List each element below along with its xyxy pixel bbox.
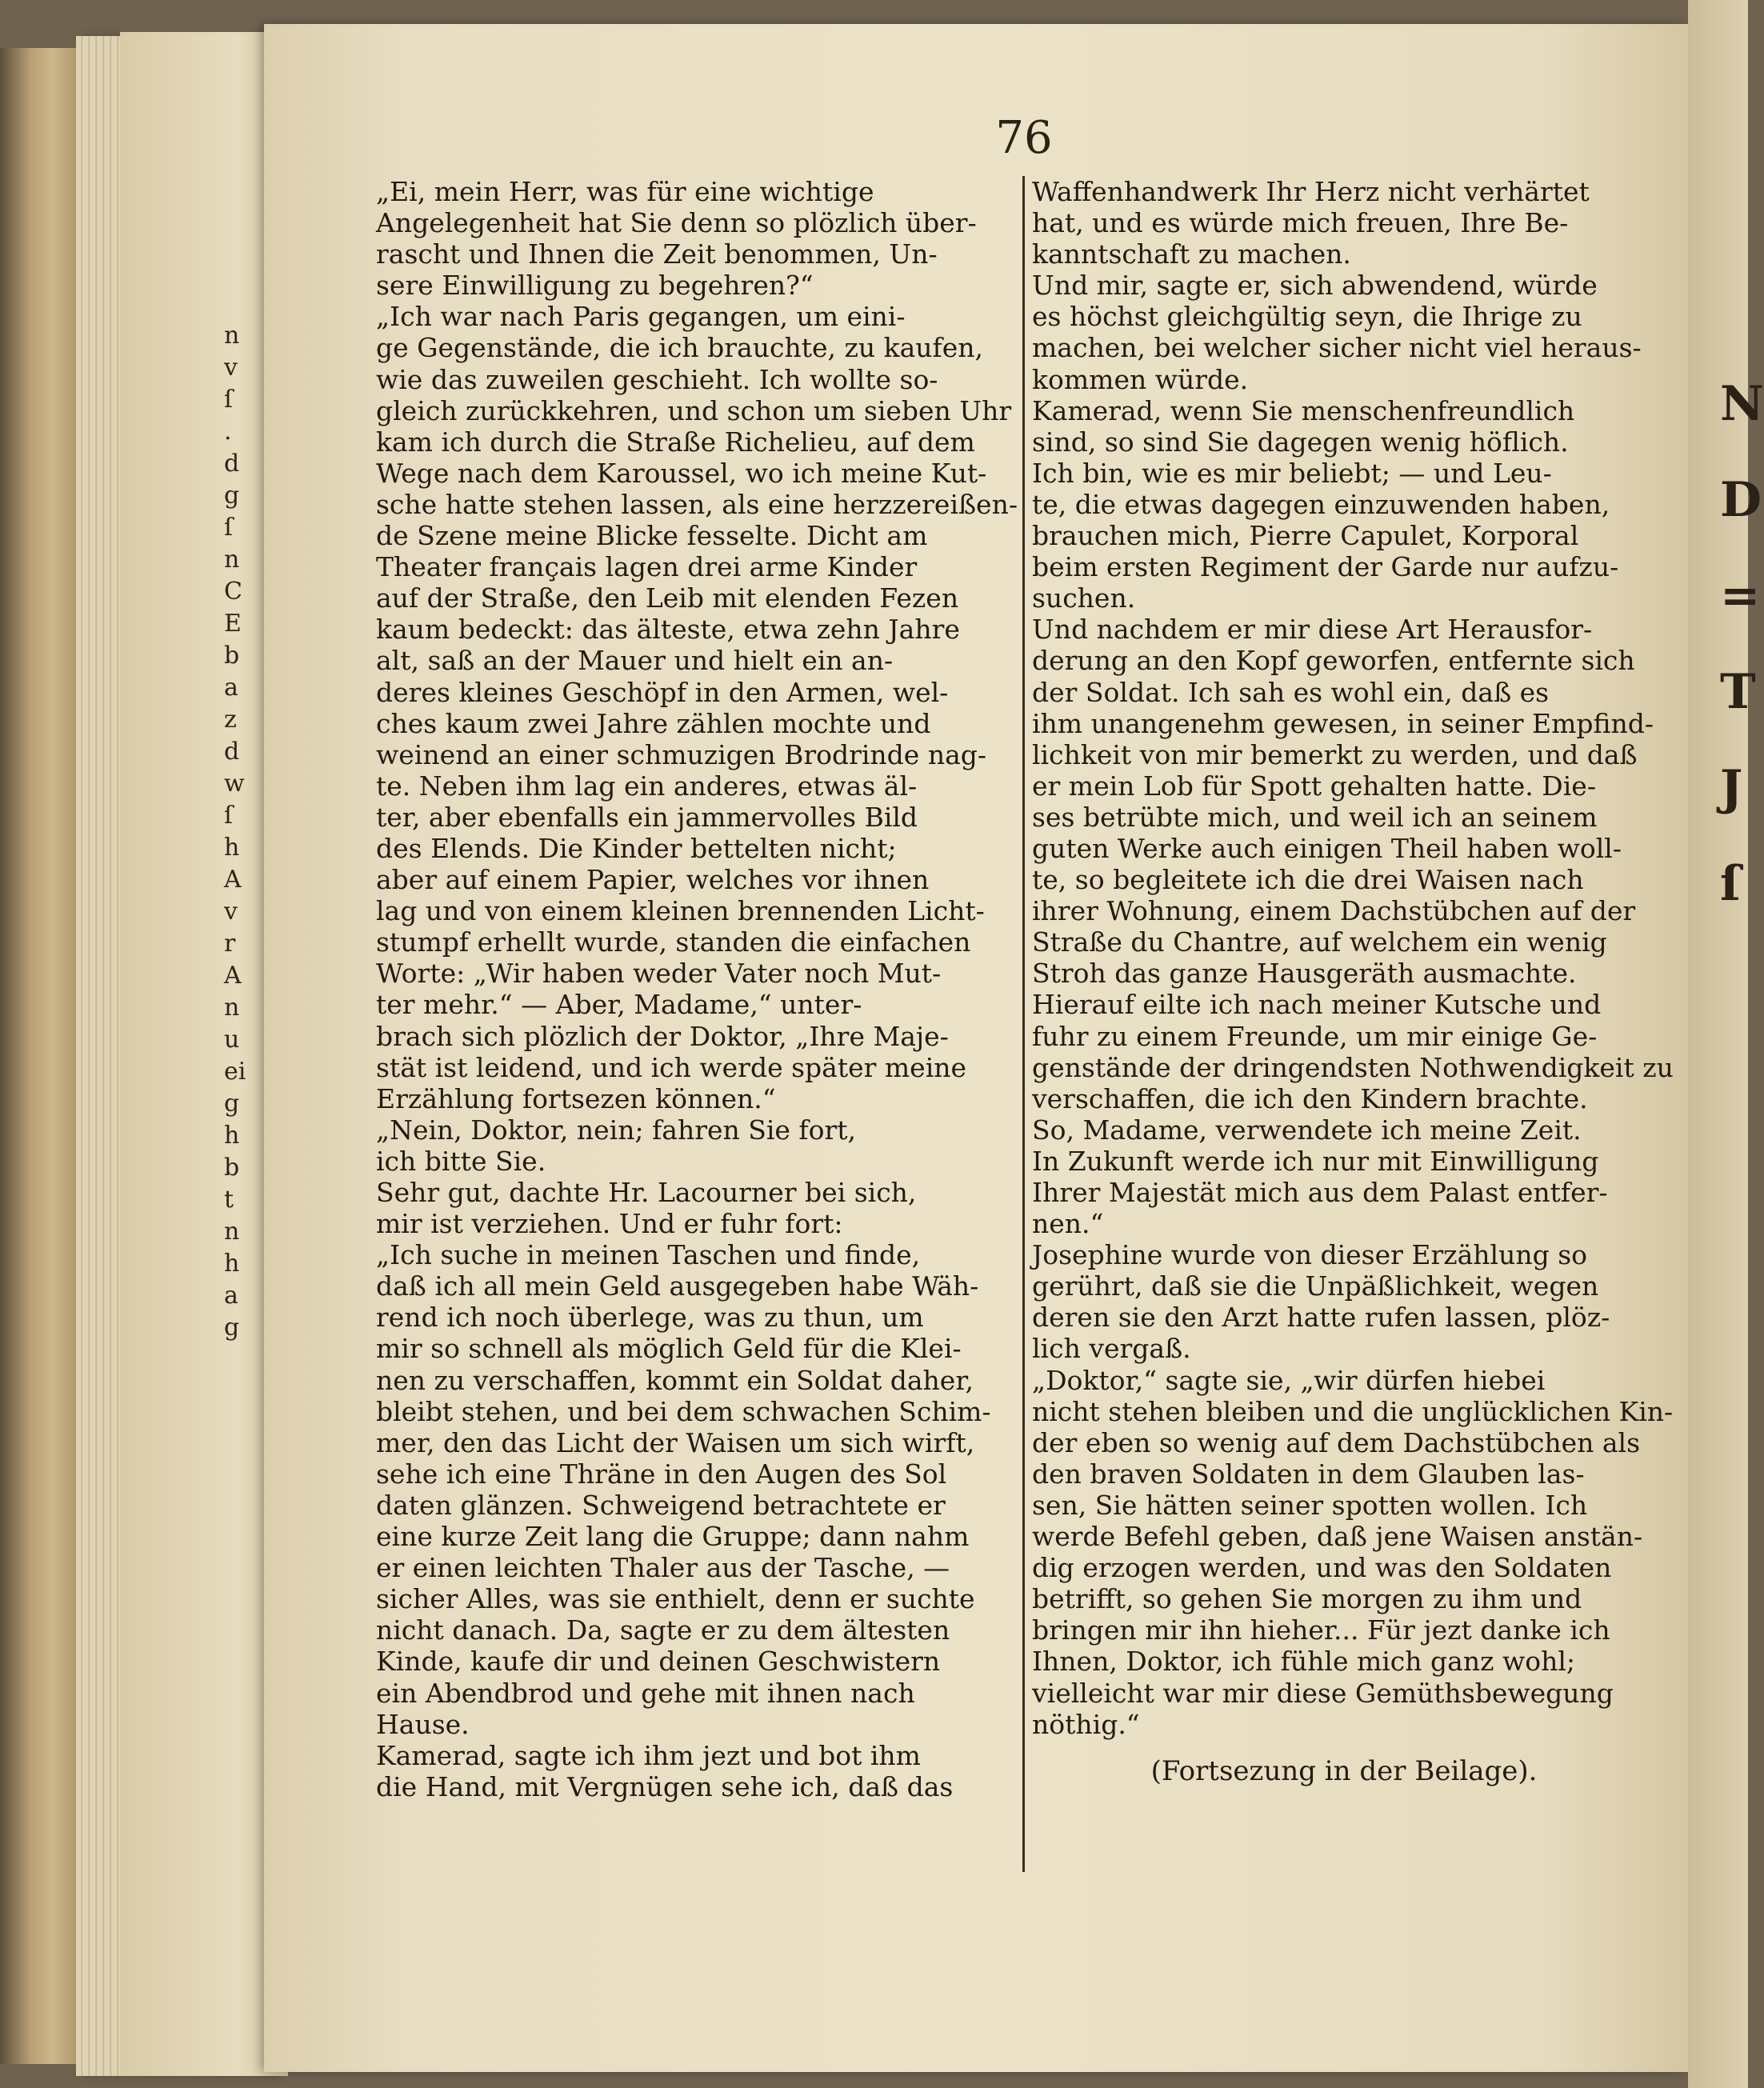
text-line: ihm unangenehm gewesen, in seiner Empfind- bbox=[1032, 707, 1654, 739]
fragment-letter: g bbox=[224, 1090, 240, 1118]
text-line: „Ich suche in meinen Taschen und finde, bbox=[376, 1239, 921, 1271]
text-line: Und mir, sagte er, sich abwendend, würde bbox=[1032, 270, 1598, 302]
text-line: der eben so wenig auf dem Dachstübchen als bbox=[1032, 1426, 1641, 1458]
text-line: rend ich noch überlege, was zu thun, um bbox=[376, 1302, 924, 1334]
text-line: die Hand, mit Vergnügen sehe ich, daß das bbox=[376, 1770, 954, 1802]
fragment-letter: ei bbox=[224, 1058, 246, 1086]
fragment-letter: ſ bbox=[224, 514, 234, 542]
text-line: deres kleines Geschöpf in den Armen, wel- bbox=[376, 676, 949, 708]
text-line: mir so schnell als möglich Geld für die Klei- bbox=[376, 1333, 962, 1365]
text-line: nicht danach. Da, sagte er zu dem ältesten bbox=[376, 1614, 950, 1646]
text-line: alt, saß an der Mauer und hielt ein an- bbox=[376, 645, 894, 677]
adjacent-left-page-fragments bbox=[224, 320, 256, 1344]
fragment-letter: h bbox=[224, 1122, 240, 1150]
text-line: nen.“ bbox=[1032, 1208, 1104, 1240]
text-line: de Szene meine Blicke fesselte. Dicht am bbox=[376, 520, 928, 552]
text-line: dig erzogen werden, und was den Soldaten bbox=[1032, 1552, 1612, 1584]
text-line: sind, so sind Sie dagegen wenig höflich. bbox=[1032, 426, 1569, 458]
text-line: „Ich war nach Paris gegangen, um eini- bbox=[376, 301, 906, 333]
text-line: eine kurze Zeit lang die Gruppe; dann nahm bbox=[376, 1521, 970, 1553]
text-line: stumpf erhellt wurde, standen die einfachen bbox=[376, 926, 971, 958]
text-line: In Zukunft werde ich nur mit Einwilligung bbox=[1032, 1145, 1599, 1177]
text-line: So, Madame, verwendete ich meine Zeit. bbox=[1032, 1114, 1582, 1146]
text-line: er einen leichten Thaler aus der Tasche, — bbox=[376, 1552, 950, 1584]
text-line: kam ich durch die Straße Richelieu, auf dem bbox=[376, 426, 975, 458]
fragment-letter: N bbox=[1720, 376, 1764, 432]
text-line: Sehr gut, dachte Hr. Lacourner bei sich, bbox=[376, 1177, 917, 1208]
text-line: Ihrer Majestät mich aus dem Palast entfer- bbox=[1032, 1177, 1608, 1208]
fragment-letter: n bbox=[224, 546, 240, 574]
fragment-letter: a bbox=[224, 1282, 238, 1310]
text-line: Angelegenheit hat Sie denn so plözlich über- bbox=[376, 207, 977, 239]
fragment-letter: n bbox=[224, 994, 240, 1022]
text-line: Ihnen, Doktor, ich fühle mich ganz wohl; bbox=[1032, 1646, 1575, 1678]
fragment-letter: ſ bbox=[1720, 856, 1741, 912]
text-line: mir ist verziehen. Und er fuhr fort: bbox=[376, 1208, 843, 1240]
column-divider bbox=[1022, 176, 1025, 1872]
text-line: lichkeit von mir bemerkt zu werden, und daß bbox=[1032, 738, 1638, 770]
text-line: nöthig.“ bbox=[1032, 1708, 1140, 1740]
fragment-letter: g bbox=[224, 482, 240, 510]
text-line: Waffenhandwerk Ihr Herz nicht verhärtet bbox=[1032, 176, 1590, 207]
fragment-letter: = bbox=[1720, 568, 1761, 624]
text-line: ein Abendbrod und gehe mit ihnen nach bbox=[376, 1677, 915, 1709]
text-line: daß ich all mein Geld ausgegeben habe Wäh- bbox=[376, 1270, 979, 1302]
fragment-letter: ſ bbox=[224, 386, 234, 414]
fragment-letter: . bbox=[224, 418, 232, 446]
text-line: hat, und es würde mich freuen, Ihre Be- bbox=[1032, 207, 1569, 239]
text-line: kanntschaft zu machen. bbox=[1032, 238, 1351, 270]
text-line: „Nein, Doktor, nein; fahren Sie fort, bbox=[376, 1114, 857, 1146]
text-line: aber auf einem Papier, welches vor ihnen bbox=[376, 864, 930, 896]
text-line: beim ersten Regiment der Garde nur aufzu- bbox=[1032, 551, 1619, 583]
text-line: fuhr zu einem Freunde, um mir einige Ge- bbox=[1032, 1020, 1598, 1052]
text-line: Hierauf eilte ich nach meiner Kutsche und bbox=[1032, 989, 1602, 1021]
text-line: „Ei, mein Herr, was für eine wichtige bbox=[376, 176, 874, 207]
text-line: ich bitte Sie. bbox=[376, 1145, 546, 1177]
text-line: sicher Alles, was sie enthielt, denn er suchte bbox=[376, 1583, 975, 1615]
text-line: Straße du Chantre, auf welchem ein wenig bbox=[1032, 926, 1607, 958]
text-line: werde Befehl geben, daß jene Waisen anstän- bbox=[1032, 1521, 1643, 1553]
text-line: nicht stehen bleiben und die unglücklichen Kin- bbox=[1032, 1395, 1674, 1427]
text-line: machen, bei welcher sicher nicht viel heraus- bbox=[1032, 332, 1642, 364]
fragment-letter: z bbox=[224, 706, 237, 734]
text-line: Worte: „Wir haben weder Vater noch Mut- bbox=[376, 958, 942, 990]
text-line: ter, aber ebenfalls ein jammervolles Bild bbox=[376, 801, 918, 833]
fragment-letter: b bbox=[224, 1154, 240, 1182]
fragment-letter: w bbox=[224, 770, 245, 798]
text-line: ihrer Wohnung, einem Dachstübchen auf der bbox=[1032, 895, 1636, 927]
fragment-letter: A bbox=[224, 962, 242, 990]
adjacent-left-page bbox=[120, 32, 288, 2076]
fragment-letter: r bbox=[224, 930, 236, 958]
text-line: lich vergaß. bbox=[1032, 1333, 1191, 1365]
fragment-letter: v bbox=[224, 354, 238, 382]
text-line: verschaffen, die ich den Kindern brachte. bbox=[1032, 1082, 1588, 1114]
page-number: 76 bbox=[995, 112, 1053, 164]
right-column-text bbox=[1032, 176, 1674, 1787]
text-line: auf der Straße, den Leib mit elenden Fezen bbox=[376, 582, 959, 614]
text-line: kaum bedeckt: das älteste, etwa zehn Jahre bbox=[376, 614, 960, 646]
text-line: sere Einwilligung zu begehren?“ bbox=[376, 270, 814, 302]
text-line: Josephine wurde von dieser Erzählung so bbox=[1032, 1239, 1588, 1271]
fragment-letter: v bbox=[224, 898, 238, 926]
fragment-letter: g bbox=[224, 1314, 240, 1342]
text-line: sehe ich eine Thräne in den Augen des Sol bbox=[376, 1458, 947, 1490]
text-line: te, so begleitete ich die drei Waisen nach bbox=[1032, 864, 1584, 896]
fragment-letter: D bbox=[1720, 472, 1762, 528]
text-line: gleich zurückkehren, und schon um sieben Uhr bbox=[376, 394, 1012, 426]
text-line: daten glänzen. Schweigend betrachtete er bbox=[376, 1489, 946, 1521]
text-line: brach sich plözlich der Doktor, „Ihre Maje- bbox=[376, 1020, 949, 1052]
text-line: lag und von einem kleinen brennenden Licht- bbox=[376, 895, 985, 927]
fragment-letter: T bbox=[1720, 664, 1756, 720]
fragment-letter: h bbox=[224, 834, 240, 862]
text-line: der Soldat. Ich sah es wohl ein, daß es bbox=[1032, 676, 1550, 708]
text-line: bringen mir ihn hieher... Für jezt danke ich bbox=[1032, 1614, 1610, 1646]
fragment-letter: a bbox=[224, 674, 238, 702]
text-line: vielleicht war mir diese Gemüthsbewegung bbox=[1032, 1677, 1614, 1709]
book-edge bbox=[0, 48, 88, 2064]
fragment-letter: J bbox=[1720, 760, 1743, 816]
fragment-letter: n bbox=[224, 1218, 240, 1246]
text-line: des Elends. Die Kinder bettelten nicht; bbox=[376, 832, 897, 864]
text-line: brauchen mich, Pierre Capulet, Korporal bbox=[1032, 520, 1579, 552]
text-line: te, die etwas dagegen einzuwenden haben, bbox=[1032, 488, 1610, 520]
text-line: ge Gegenstände, die ich brauchte, zu kaufen, bbox=[376, 332, 984, 364]
text-line: Wege nach dem Karoussel, wo ich meine Kut- bbox=[376, 457, 987, 489]
text-line: Ich bin, wie es mir beliebt; — und Leu- bbox=[1032, 457, 1552, 489]
text-line: gerührt, daß sie die Unpäßlichkeit, wegen bbox=[1032, 1270, 1599, 1302]
fragment-letter: d bbox=[224, 450, 240, 478]
text-line: deren sie den Arzt hatte rufen lassen, plöz- bbox=[1032, 1302, 1610, 1334]
continuation-note: (Fortsezung in der Beilage). bbox=[1150, 1754, 1538, 1787]
text-line: wie das zuweilen geschieht. Ich wollte so- bbox=[376, 363, 938, 395]
text-line: er mein Lob für Spott gehalten hatte. Die- bbox=[1032, 770, 1596, 802]
text-line: Hause. bbox=[376, 1708, 470, 1740]
text-line: sche hatte stehen lassen, als eine herzzereißen- bbox=[376, 488, 1018, 520]
text-line: sen, Sie hätten seiner spotten wollen. Ich bbox=[1032, 1489, 1588, 1521]
text-line: ches kaum zwei Jahre zählen mochte und bbox=[376, 707, 931, 739]
text-line: Erzählung fortsezen können.“ bbox=[376, 1082, 776, 1114]
text-line: es höchst gleichgültig seyn, die Ihrige zu bbox=[1032, 301, 1582, 333]
text-line: „Doktor,“ sagte sie, „wir dürfen hiebei bbox=[1032, 1364, 1546, 1396]
text-line: stät ist leidend, und ich werde später meine bbox=[376, 1051, 967, 1083]
text-line: derung an den Kopf geworfen, entfernte sich bbox=[1032, 645, 1635, 677]
fragment-letter: ſ bbox=[224, 802, 234, 830]
fragment-letter: C bbox=[224, 578, 242, 606]
fragment-letter: t bbox=[224, 1186, 234, 1214]
text-line: guten Werke auch einigen Theil haben woll- bbox=[1032, 832, 1622, 864]
text-line: Kamerad, sagte ich ihm jezt und bot ihm bbox=[376, 1739, 921, 1771]
adjacent-right-page bbox=[1688, 0, 1748, 2088]
text-line: Kinde, kaufe dir und deinen Geschwistern bbox=[376, 1646, 941, 1678]
text-line: Theater français lagen drei arme Kinder bbox=[376, 551, 918, 583]
text-line: ses betrübte mich, und weil ich an seinem bbox=[1032, 801, 1598, 833]
text-line: den braven Soldaten in dem Glauben las- bbox=[1032, 1458, 1585, 1490]
text-line: ter mehr.“ — Aber, Madame,“ unter- bbox=[376, 989, 862, 1021]
text-line: Und nachdem er mir diese Art Herausfor- bbox=[1032, 614, 1593, 646]
text-line: weinend an einer schmuzigen Brodrinde nag- bbox=[376, 738, 987, 770]
text-line: genstände der dringendsten Nothwendigkeit zu bbox=[1032, 1051, 1674, 1083]
fragment-letter: A bbox=[224, 866, 242, 894]
fragment-letter: u bbox=[224, 1026, 240, 1054]
text-line: kommen würde. bbox=[1032, 363, 1249, 395]
text-line: te. Neben ihm lag ein anderes, etwas äl- bbox=[376, 770, 918, 802]
fragment-letter: n bbox=[224, 322, 240, 350]
fragment-letter: b bbox=[224, 642, 240, 670]
text-line: mer, den das Licht der Waisen um sich wirft, bbox=[376, 1426, 975, 1458]
left-column-text bbox=[376, 176, 1018, 1802]
adjacent-right-page-fragments bbox=[1720, 368, 1764, 944]
text-line: betrifft, so gehen Sie morgen zu ihm und bbox=[1032, 1583, 1582, 1615]
text-line: nen zu verschaffen, kommt ein Soldat daher, bbox=[376, 1364, 974, 1396]
text-line: rascht und Ihnen die Zeit benommen, Un- bbox=[376, 238, 938, 270]
text-line: suchen. bbox=[1032, 582, 1136, 614]
fragment-letter: d bbox=[224, 738, 240, 766]
text-line: Stroh das ganze Hausgeräth ausmachte. bbox=[1032, 958, 1577, 990]
text-line: bleibt stehen, und bei dem schwachen Schim- bbox=[376, 1395, 991, 1427]
text-line: Kamerad, wenn Sie menschenfreundlich bbox=[1032, 394, 1575, 426]
fragment-letter: E bbox=[224, 610, 242, 638]
fragment-letter: h bbox=[224, 1250, 240, 1278]
